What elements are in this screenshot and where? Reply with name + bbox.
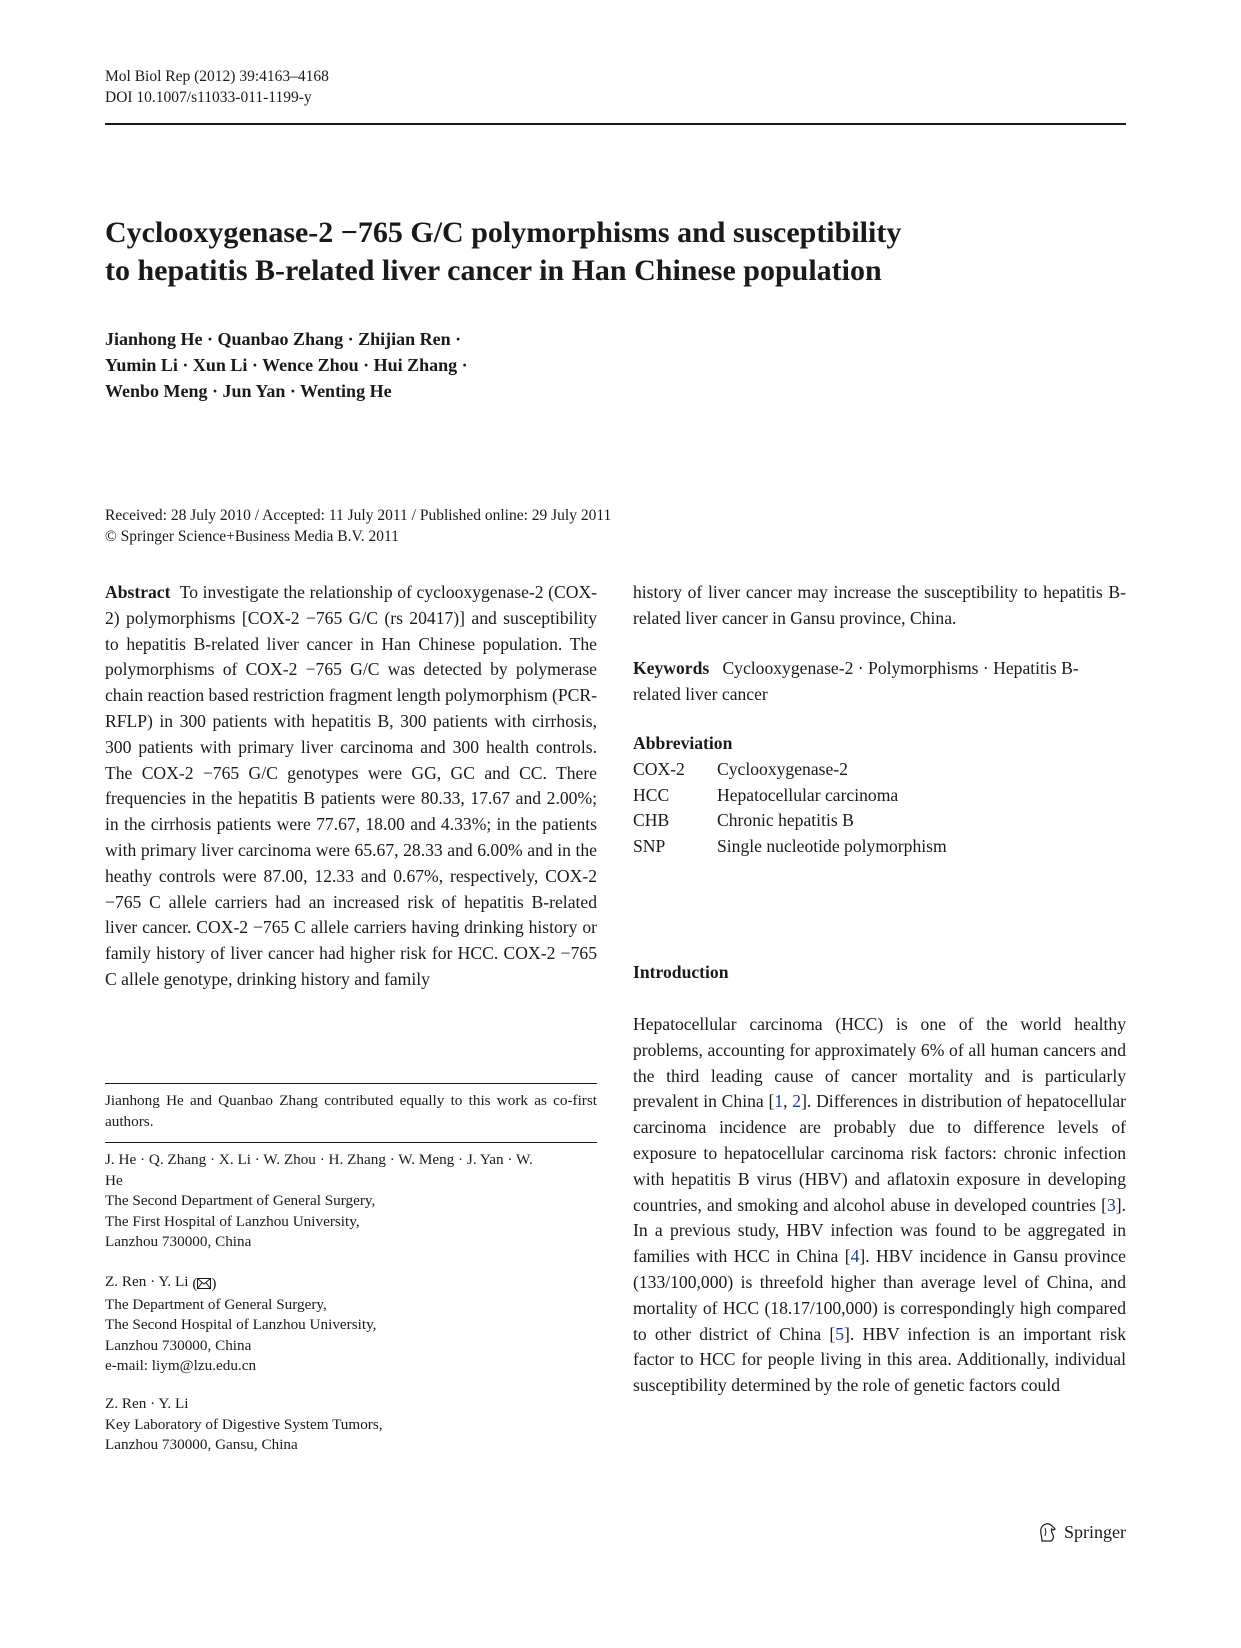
- abbreviation-row: [633, 834, 1126, 860]
- abbreviation-row: [633, 808, 1126, 834]
- abstract: [105, 580, 597, 1042]
- affiliation-3-authors: Z. Ren · Y. Li: [105, 1395, 189, 1412]
- affiliation-2-line-2: The Second Hospital of Lanzhou University,: [105, 1316, 377, 1334]
- footnote-rule-2: [105, 1142, 597, 1143]
- affiliation-3-line-2: Lanzhou 730000, Gansu, China: [105, 1436, 298, 1454]
- journal-citation: [105, 66, 329, 108]
- keywords: [633, 656, 1126, 708]
- affiliation-1-line-1: The Second Department of General Surgery,: [105, 1192, 376, 1210]
- affiliation-2: [105, 1272, 597, 1377]
- abbreviation-list: [633, 731, 1126, 860]
- citation-link[interactable]: 4: [850, 1246, 860, 1267]
- abbreviation-key: COX-2: [633, 758, 685, 779]
- abstract-label: Abstract: [105, 582, 171, 602]
- publisher-name: Springer: [1064, 1521, 1126, 1542]
- envelope-icon: ( ): [192, 1275, 217, 1292]
- publication-dates: [105, 505, 611, 547]
- affiliation-1: [105, 1150, 597, 1253]
- introduction-body: [633, 1012, 1126, 1399]
- abbreviation-value: Chronic hepatitis B: [717, 810, 854, 831]
- affiliation-2-line-1: The Department of General Surgery,: [105, 1295, 327, 1313]
- intro-text: ]. HBV incidence in Gansu province (133/100,000) is threefold higher than average level of China, and mortality of HCC (18.17/100,000) is correspondingly high compared to other district of China [: [633, 1246, 1126, 1344]
- springer-horse-icon: [1036, 1521, 1058, 1543]
- affiliation-2-line-3: Lanzhou 730000, China: [105, 1336, 252, 1354]
- author-list: [105, 326, 725, 404]
- citation-link[interactable]: 3: [1106, 1194, 1116, 1215]
- doi: DOI 10.1007/s11033-011-1199-y: [105, 89, 312, 106]
- affiliation-3: [105, 1394, 597, 1456]
- intro-text: ]. Differences in distribution of hepatocellular carcinoma incidence are probably due to difference levels of exposure to hepatocellular carcinoma risk factors: chronic infection with hepatitis B virus (HBV) and aflatoxin exposure in developing countries, and smoking and alcohol abuse in developed countries [: [633, 1091, 1126, 1215]
- history-dates: Received: 28 July 2010 / Accepted: 11 July 2011 / Published online: 29 July 2011: [105, 507, 612, 524]
- intro-text: Hepatocellular carcinoma (HCC) is one of the world healthy problems, accounting for approximately 6% of all human cancers and the third leading cause of cancer mortality and is particularly prevalent in China [: [633, 1014, 1126, 1112]
- header-rule: [105, 123, 1126, 125]
- abbreviation-key: HCC: [633, 784, 670, 805]
- journal-ref: Mol Biol Rep (2012) 39:4163–4168: [105, 68, 329, 85]
- abbreviation-key: SNP: [633, 836, 666, 857]
- citation-link[interactable]: 1: [774, 1091, 784, 1112]
- abbreviation-value: Cyclooxygenase-2: [717, 758, 848, 779]
- abbreviation-key: CHB: [633, 810, 670, 831]
- title-line-2: to hepatitis B-related liver cancer in Han Chinese population: [105, 254, 882, 287]
- keywords-text: Cyclooxygenase-2 · Polymorphisms · Hepatitis B-related liver cancer: [633, 658, 1079, 704]
- authors-line-3: Wenbo Meng · Jun Yan · Wenting He: [105, 381, 392, 401]
- affiliation-3-line-1: Key Laboratory of Digestive System Tumors,: [105, 1415, 383, 1433]
- keywords-label: Keywords: [633, 658, 710, 678]
- affiliation-1-authors: J. He · Q. Zhang · X. Li · W. Zhou · H. Zhang · W. Meng · J. Yan · W. He: [105, 1151, 533, 1189]
- abbreviation-row: [633, 757, 1126, 783]
- affiliation-1-line-2: The First Hospital of Lanzhou University,: [105, 1212, 360, 1230]
- article-title: [105, 214, 1105, 290]
- intro-text: ]. In a previous study, HBV infection was found to be aggregated in families with HCC in China [: [633, 1194, 1126, 1267]
- intro-text: ,: [783, 1091, 793, 1112]
- footnote-rule-1: [105, 1083, 597, 1084]
- equal-contribution-note: Jianhong He and Quanbao Zhang contributed equally to this work as co-first authors.: [105, 1092, 597, 1130]
- abstract-text: To investigate the relationship of cyclooxygenase-2 (COX-2) polymorphisms [COX-2 −765 G/C (rs 20417)] and susceptibility to hepatitis B-related liver cancer in Han Chinese population. The polymorphisms of COX-2 −765 G/C was detected by polymerase chain reaction based restriction fragment length polymorphism (PCR-RFLP) in 300 patients with hepatitis B, 300 patients with cirrhosis, 300 patients with primary liver carcinoma and 300 health controls. The COX-2 −765 G/C genotypes were GG, GC and CC. There frequencies in the hepatitis B patients were 80.33, 17.67 and 2.00%; in the cirrhosis patients were 77.67, 18.00 and 4.33%; in the patients with primary liver carcinoma were 65.67, 28.33 and 6.00% and in the heathy controls were 87.00, 12.33 and 0.67%, respectively, COX-2 −765 C allele carriers had an increased risk of hepatitis B-related liver cancer. COX-2 −765 C allele carriers having drinking history or family history of liver cancer had higher risk for HCC. COX-2 −765 C allele genotype, drinking history and family: [105, 582, 598, 989]
- affiliation-1-line-3: Lanzhou 730000, China: [105, 1233, 252, 1251]
- abbreviation-value: Hepatocellular carcinoma: [717, 784, 899, 805]
- citation-link[interactable]: 2: [792, 1091, 802, 1112]
- publisher-logo: [1036, 1521, 1126, 1543]
- intro-text: ]. HBV infection is an important risk factor to HCC for people living in this area. Additionally, individual susceptibility determined by the role of genetic factors could: [633, 1323, 1127, 1396]
- introduction-heading: Introduction: [633, 962, 729, 982]
- affiliation-2-authors: Z. Ren · Y. Li: [105, 1273, 189, 1290]
- abbreviation-value: Single nucleotide polymorphism: [717, 836, 947, 857]
- authors-line-1: Jianhong He · Quanbao Zhang · Zhijian Ren ·: [105, 329, 462, 349]
- authors-line-2: Yumin Li · Xun Li · Wence Zhou · Hui Zhang ·: [105, 355, 468, 375]
- title-line-1: Cyclooxygenase-2 −765 G/C polymorphisms and susceptibility: [105, 216, 902, 249]
- abstract-continued: history of liver cancer may increase the susceptibility to hepatitis B-related liver cancer in Gansu province, China.: [633, 582, 1126, 628]
- abbreviation-row: [633, 783, 1126, 809]
- abbreviation-label: Abbreviation: [633, 733, 733, 753]
- affiliation-2-email[interactable]: e-mail: liym@lzu.edu.cn: [105, 1357, 257, 1375]
- citation-link[interactable]: 5: [835, 1323, 845, 1344]
- copyright: © Springer Science+Business Media B.V. 2011: [105, 528, 399, 545]
